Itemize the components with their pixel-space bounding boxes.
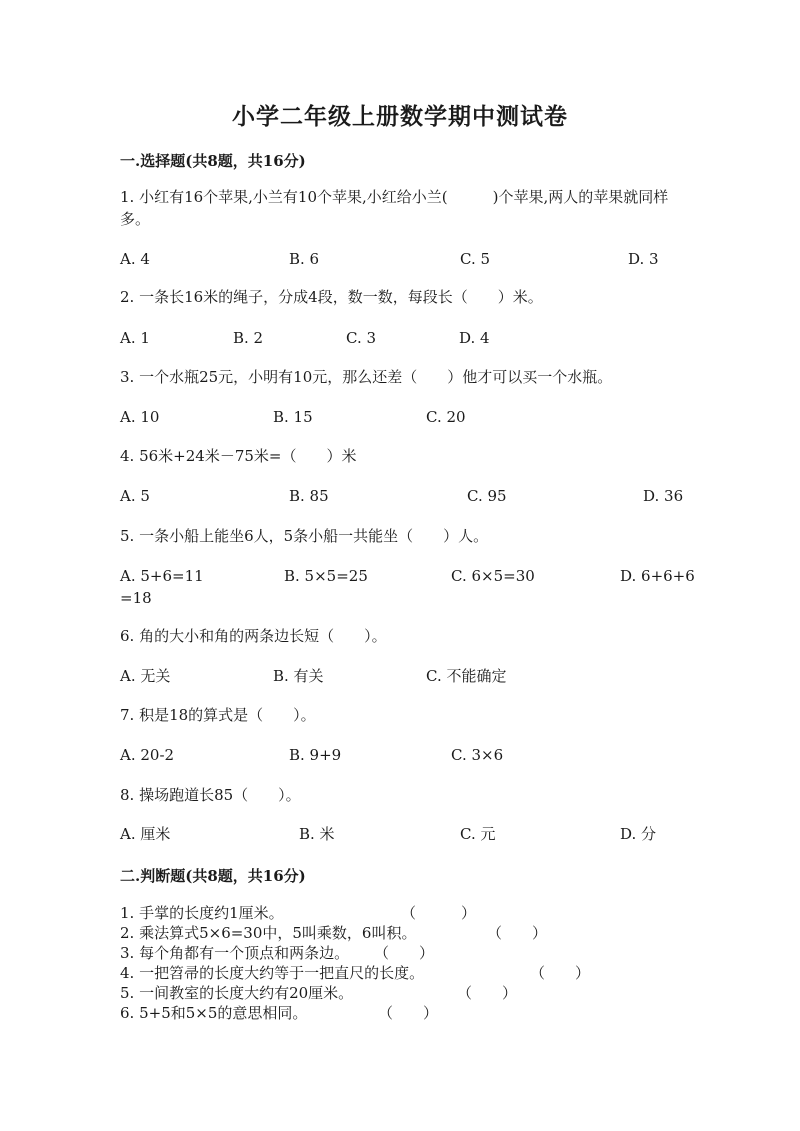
q1-option-c: C. 5 [460, 250, 491, 268]
answer-bracket-3: （ ） [374, 944, 435, 962]
judgement-item-3: 3. 每个角都有一个顶点和两条边。 [120, 944, 350, 962]
q3-option-c: C. 20 [426, 408, 466, 426]
q7-option-c: C. 3×6 [451, 746, 504, 764]
page-title: 小学二年级上册数学期中测试卷 [232, 103, 568, 130]
q2-option-b: B. 2 [233, 329, 264, 347]
judgement-item-1: 1. 手掌的长度约1厘米。 [120, 904, 284, 922]
question-2: 2. 一条长16米的绳子，分成4段，数一数，每段长（ ）米。 [120, 288, 543, 306]
q6-option-c: C. 不能确定 [426, 667, 507, 685]
question-5: 5. 一条小船上能坐6人，5条小船一共能坐（ ）人。 [120, 527, 489, 545]
judgement-item-5: 5. 一间教室的长度大约有20厘米。 [120, 984, 354, 1002]
section-title-judgement: 二.判断题(共8题，共16分) [120, 867, 306, 885]
q7-option-b: B. 9+9 [289, 746, 342, 764]
q4-option-b: B. 85 [289, 487, 329, 505]
q2-option-a: A. 1 [120, 329, 150, 347]
q3-option-b: B. 15 [273, 408, 313, 426]
answer-bracket-4: （ ） [530, 964, 591, 982]
answer-bracket-5: （ ） [457, 984, 518, 1002]
q4-option-d: D. 36 [643, 487, 684, 505]
q3-option-a: A. 10 [120, 408, 160, 426]
q2-option-d: D. 4 [459, 329, 490, 347]
answer-bracket-1: （ ） [401, 904, 477, 922]
question-6: 6. 角的大小和角的两条边长短（ ）。 [120, 627, 387, 645]
q1-option-a: A. 4 [120, 250, 150, 268]
q1-option-d: D. 3 [628, 250, 659, 268]
judgement-item-2: 2. 乘法算式5×6=30中，5叫乘数，6叫积。 [120, 924, 417, 942]
question-7: 7. 积是18的算式是（ ）。 [120, 706, 316, 724]
q2-option-c: C. 3 [346, 329, 377, 347]
q8-option-b: B. 米 [299, 825, 335, 843]
q4-option-c: C. 95 [467, 487, 507, 505]
judgement-item-6: 6. 5+5和5×5的意思相同。 [120, 1004, 308, 1022]
question-1: 1. 小红有16个苹果,小兰有10个苹果,小红给小兰( )个苹果,两人的苹果就同样多。 [120, 188, 669, 228]
judgement-item-4: 4. 一把笤帚的长度大约等于一把直尺的长度。 [120, 964, 425, 982]
q5-option-a: A. 5+6=11 [120, 567, 204, 585]
question-8: 8. 操场跑道长85（ ）。 [120, 786, 301, 804]
q6-option-b: B. 有关 [273, 667, 324, 685]
q7-option-a: A. 20-2 [120, 746, 175, 764]
q1-option-b: B. 6 [289, 250, 320, 268]
q6-option-a: A. 无关 [120, 667, 171, 685]
q5-option-d: D. 6+6+6 [620, 567, 695, 585]
question-3: 3. 一个水瓶25元，小明有10元，那么还差（ ）他才可以买一个水瓶。 [120, 368, 613, 386]
q5-option-c: C. 6×5=30 [451, 567, 535, 585]
q4-option-a: A. 5 [120, 487, 150, 505]
q8-option-d: D. 分 [620, 825, 657, 843]
q8-option-a: A. 厘米 [120, 825, 171, 843]
section-title-choice: 一.选择题(共8题，共16分) [120, 152, 306, 170]
q5-option-d-wrap: =18 [120, 589, 152, 607]
q5-option-b: B. 5×5=25 [284, 567, 368, 585]
q8-option-c: C. 元 [460, 825, 496, 843]
answer-bracket-6: （ ） [378, 1004, 439, 1022]
question-4: 4. 56米+24米－75米=（ ）米 [120, 447, 357, 465]
answer-bracket-2: （ ） [487, 924, 548, 942]
